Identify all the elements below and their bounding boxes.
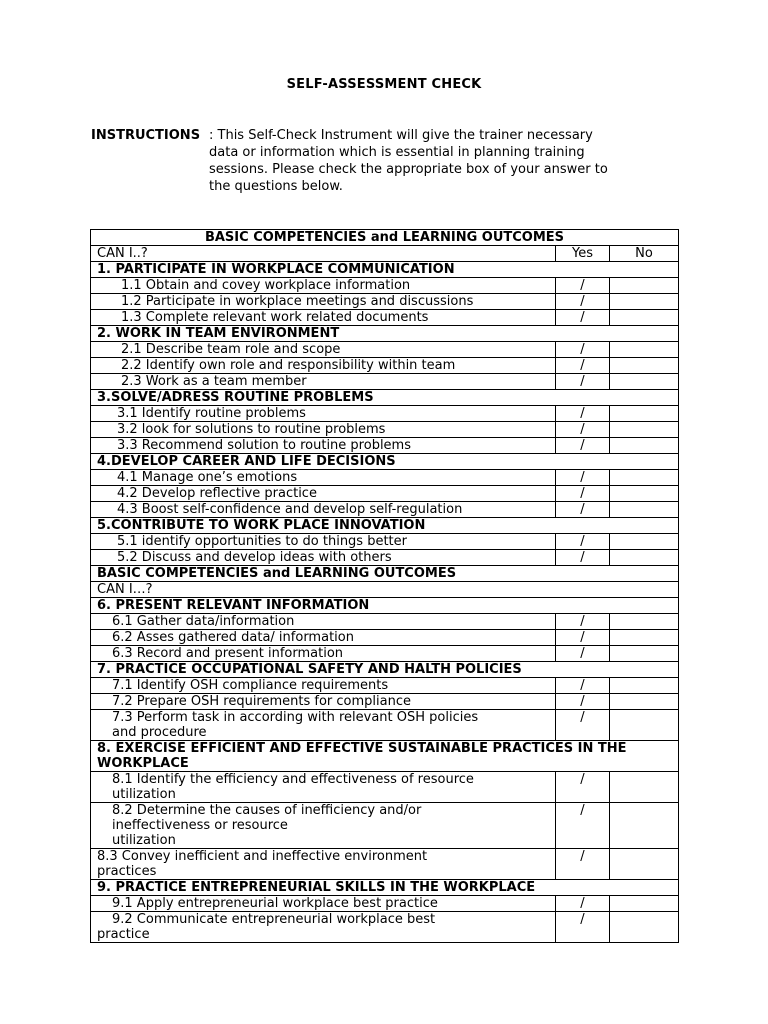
section-title: 3.SOLVE/ADRESS ROUTINE PROBLEMS [91,390,679,406]
section-row [91,390,679,406]
table-row [91,694,679,710]
no-check[interactable] [610,502,679,518]
instructions-line4: the questions below. [209,179,343,194]
table-header-2: BASIC COMPETENCIES and LEARNING OUTCOMES [91,566,679,582]
no-check[interactable] [610,342,679,358]
instructions-label: INSTRUCTIONS [91,128,201,143]
no-check[interactable] [610,374,679,390]
table-row [91,294,679,310]
item-label: 4.2 Develop reflective practice [91,486,556,502]
no-check[interactable] [610,772,679,803]
table-row [91,803,679,849]
assessment-table [90,229,679,943]
table-row [91,278,679,294]
yes-check[interactable]: / [556,342,610,358]
section-row [91,326,679,342]
item-label: 6.3 Record and present information [91,646,556,662]
yes-check[interactable]: / [556,772,610,803]
section-title: 8. EXERCISE EFFICIENT AND EFFECTIVE SUSTAINABLE PRACTICES IN THE WORKPLACE [91,741,679,772]
table-row [91,614,679,630]
yes-check[interactable]: / [556,486,610,502]
table-row [91,374,679,390]
item-label: 2.2 Identify own role and responsibility within team [91,358,556,374]
no-check[interactable] [610,294,679,310]
item-label: 8.2 Determine the causes of inefficiency and/or ineffectiveness or resource utilization [91,803,556,849]
section-title: 7. PRACTICE OCCUPATIONAL SAFETY AND HALTH POLICIES [91,662,679,678]
no-check[interactable] [610,849,679,880]
instructions-line1: : This Self-Check Instrument will give the trainer necessary [209,128,593,143]
no-check[interactable] [610,896,679,912]
section-row [91,598,679,614]
yes-check[interactable]: / [556,912,610,943]
table-row [91,646,679,662]
section-title: 9. PRACTICE ENTREPRENEURIAL SKILLS IN THE WORKPLACE [91,880,679,896]
table-row [91,422,679,438]
no-check[interactable] [610,422,679,438]
section-title: 1. PARTICIPATE IN WORKPLACE COMMUNICATION [91,262,679,278]
item-label: 5.2 Discuss and develop ideas with others [91,550,556,566]
no-check[interactable] [610,486,679,502]
table-row [91,772,679,803]
yes-check[interactable]: / [556,646,610,662]
table-row [91,912,679,943]
yes-check[interactable]: / [556,694,610,710]
no-check[interactable] [610,710,679,741]
table-row [91,550,679,566]
item-label: 7.1 Identify OSH compliance requirements [91,678,556,694]
yes-check[interactable]: / [556,358,610,374]
yes-check[interactable]: / [556,614,610,630]
yes-check[interactable]: / [556,310,610,326]
section-title: 6. PRESENT RELEVANT INFORMATION [91,598,679,614]
no-check[interactable] [610,358,679,374]
item-label: 6.2 Asses gathered data/ information [91,630,556,646]
item-label: 3.1 Identify routine problems [91,406,556,422]
table-row [91,710,679,741]
yes-check[interactable]: / [556,534,610,550]
no-check[interactable] [610,470,679,486]
table-row [91,406,679,422]
table-row [91,438,679,454]
table-row [91,630,679,646]
yes-check[interactable]: / [556,678,610,694]
item-label: 1.1 Obtain and covey workplace information [91,278,556,294]
no-check[interactable] [610,912,679,943]
yes-check[interactable]: / [556,630,610,646]
item-label: 7.2 Prepare OSH requirements for compliance [91,694,556,710]
item-label: 8.3 Convey inefficient and ineffective environment practices [91,849,556,880]
item-label-text: 9.2 Communicate entrepreneurial workplace best practice [97,912,436,942]
section-title: 2. WORK IN TEAM ENVIRONMENT [91,326,679,342]
no-check[interactable] [610,438,679,454]
item-label: 2.3 Work as a team member [91,374,556,390]
yes-check[interactable]: / [556,438,610,454]
can-i-label-2: CAN I…? [91,582,679,598]
yes-check[interactable]: / [556,470,610,486]
yes-check[interactable]: / [556,710,610,741]
yes-check[interactable]: / [556,374,610,390]
yes-check[interactable]: / [556,422,610,438]
section-title: 4.DEVELOP CAREER AND LIFE DECISIONS [91,454,679,470]
no-column-header: No [610,246,679,262]
yes-check[interactable]: / [556,803,610,849]
no-check[interactable] [610,614,679,630]
item-label: 3.2 look for solutions to routine problems [91,422,556,438]
yes-check[interactable]: / [556,849,610,880]
can-i-label: CAN I..? [91,246,556,262]
table-row [91,310,679,326]
no-check[interactable] [610,550,679,566]
section-row [91,518,679,534]
yes-check[interactable]: / [556,896,610,912]
yes-check[interactable]: / [556,294,610,310]
item-label: 9.1 Apply entrepreneurial workplace best practice [91,896,556,912]
no-check[interactable] [610,406,679,422]
no-check[interactable] [610,646,679,662]
table-header: BASIC COMPETENCIES and LEARNING OUTCOMES [91,230,679,246]
yes-check[interactable]: / [556,406,610,422]
no-check[interactable] [610,630,679,646]
table-row [91,849,679,880]
no-check[interactable] [610,310,679,326]
instructions-line3: sessions. Please check the appropriate box of your answer to [209,162,608,177]
yes-check[interactable]: / [556,278,610,294]
item-label: 5.1 identify opportunities to do things better [91,534,556,550]
instructions-line2: data or information which is essential in planning training [209,145,585,160]
no-check[interactable] [610,694,679,710]
table-row [91,896,679,912]
section-row [91,880,679,896]
table-header-row [91,230,679,246]
table-row [91,342,679,358]
no-check[interactable] [610,278,679,294]
no-check[interactable] [610,678,679,694]
table-row [91,470,679,486]
yes-check[interactable]: / [556,550,610,566]
table-row [91,486,679,502]
section-row [91,566,679,582]
section-row [91,662,679,678]
table-row [91,582,679,598]
page-title: SELF-ASSESSMENT CHECK [286,77,482,92]
item-label: 8.1 Identify the efficiency and effectiveness of resource utilization [91,772,556,803]
item-label: 3.3 Recommend solution to routine problems [91,438,556,454]
yes-column-header: Yes [556,246,610,262]
table-row [91,246,679,262]
item-label: 4.3 Boost self-confidence and develop self-regulation [91,502,556,518]
table-row [91,678,679,694]
no-check[interactable] [610,803,679,849]
item-label: 2.1 Describe team role and scope [91,342,556,358]
table-row [91,358,679,374]
table-row [91,534,679,550]
section-row [91,454,679,470]
section-title: 5.CONTRIBUTE TO WORK PLACE INNOVATION [91,518,679,534]
item-label: 1.2 Participate in workplace meetings and discussions [91,294,556,310]
item-label: 4.1 Manage one’s emotions [91,470,556,486]
section-row [91,262,679,278]
no-check[interactable] [610,534,679,550]
section-row [91,741,679,772]
item-label: 7.3 Perform task in according with relevant OSH policies and procedure [91,710,556,741]
yes-check[interactable]: / [556,502,610,518]
item-label: 1.3 Complete relevant work related documents [91,310,556,326]
item-label: 6.1 Gather data/information [91,614,556,630]
item-label [91,912,556,943]
instructions-label-wrap [91,127,209,144]
table-row [91,502,679,518]
instructions-block [91,127,678,195]
